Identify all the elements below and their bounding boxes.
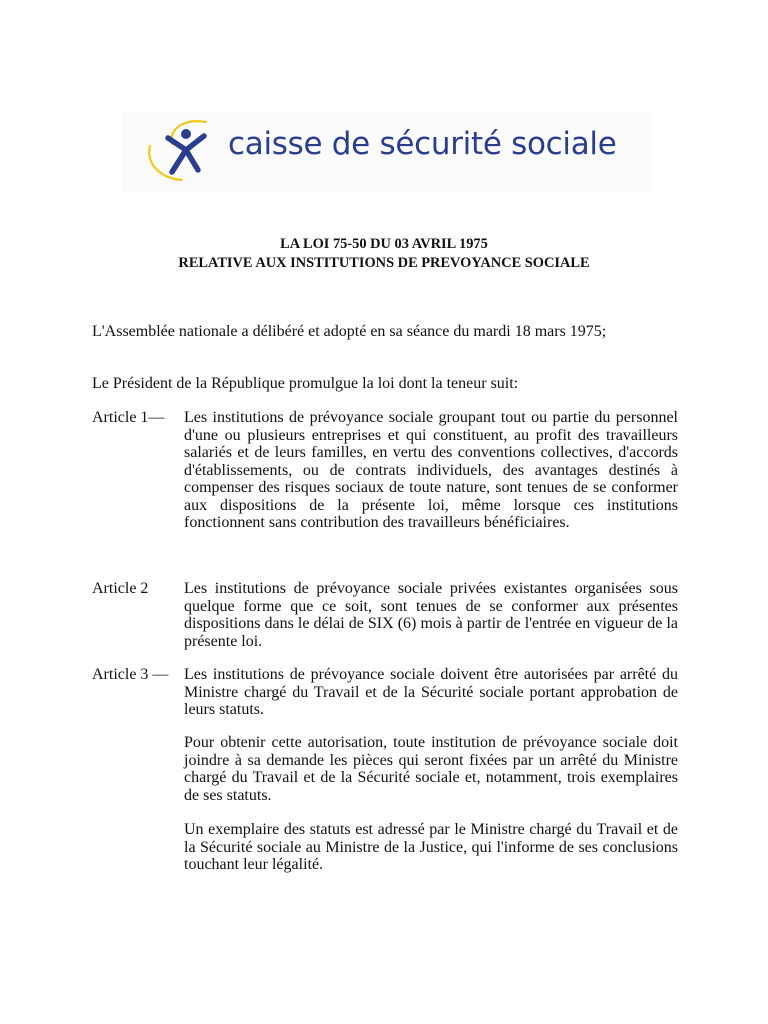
document-title <box>0 235 768 273</box>
assembly-paragraph: L'Assemblée nationale a délibéré et adopté en sa séance du mardi 18 mars 1975; <box>92 323 607 340</box>
article-3-paragraph: Un exemplaire des statuts est adressé par le Ministre chargé du Travail et de la Sécurité sociale au Ministre de la Justice, qui l'informe de ses conclusions touchant leur légalité. <box>184 821 678 873</box>
president-paragraph: Le Président de la République promulgue la loi dont la teneur suit: <box>92 375 519 392</box>
logo-wordmark: caisse de sécurité sociale <box>228 126 617 162</box>
article-3-paragraph: Pour obtenir cette autorisation, toute institution de prévoyance sociale doit joindre à sa demande les pièces qui seront fixées par un arrêté du Ministre chargé du Travail et de la Sécurité sociale et, notamment, trois exemplaires de ses statuts. <box>184 734 678 804</box>
article-1-label: Article 1— <box>92 409 165 426</box>
title-line-2: RELATIVE AUX INSTITUTIONS DE PREVOYANCE SOCIALE <box>178 255 590 271</box>
title-line-1: LA LOI 75-50 DU 03 AVRIL 1975 <box>280 236 488 252</box>
article-3-label: Article 3 — <box>92 666 169 683</box>
person-swoosh-icon <box>142 116 228 186</box>
article-2-label: Article 2 <box>92 580 149 597</box>
article-3-text: Les institutions de prévoyance sociale doivent être autorisées par arrêté du Ministre chargé du Travail et de la Sécurité sociale portant approbation de leurs statuts. <box>184 666 678 718</box>
logo <box>122 112 652 192</box>
article-2-text: Les institutions de prévoyance sociale privées existantes organisées sous quelque forme que ce soit, sont tenues de se conformer aux présentes dispositions dans le délai de SIX (6) mois à partir de l'entrée en vigueur de la présente loi. <box>184 580 678 650</box>
article-1-text: Les institutions de prévoyance sociale groupant tout ou partie du personnel d'une ou plusieurs entreprises et qui constituent, au profit des travailleurs salariés et de leurs familles, en vertu des conventions collectives, d'accords d'établissements, ou de contrats individuels, des avantages destinés à compenser des risques sociaux de toute nature, sont tenues de se conformer aux dispositions de la présente loi, même lorsque ces institutions fonctionnent sans contribution des travailleurs bénéficiaires. <box>184 409 678 531</box>
